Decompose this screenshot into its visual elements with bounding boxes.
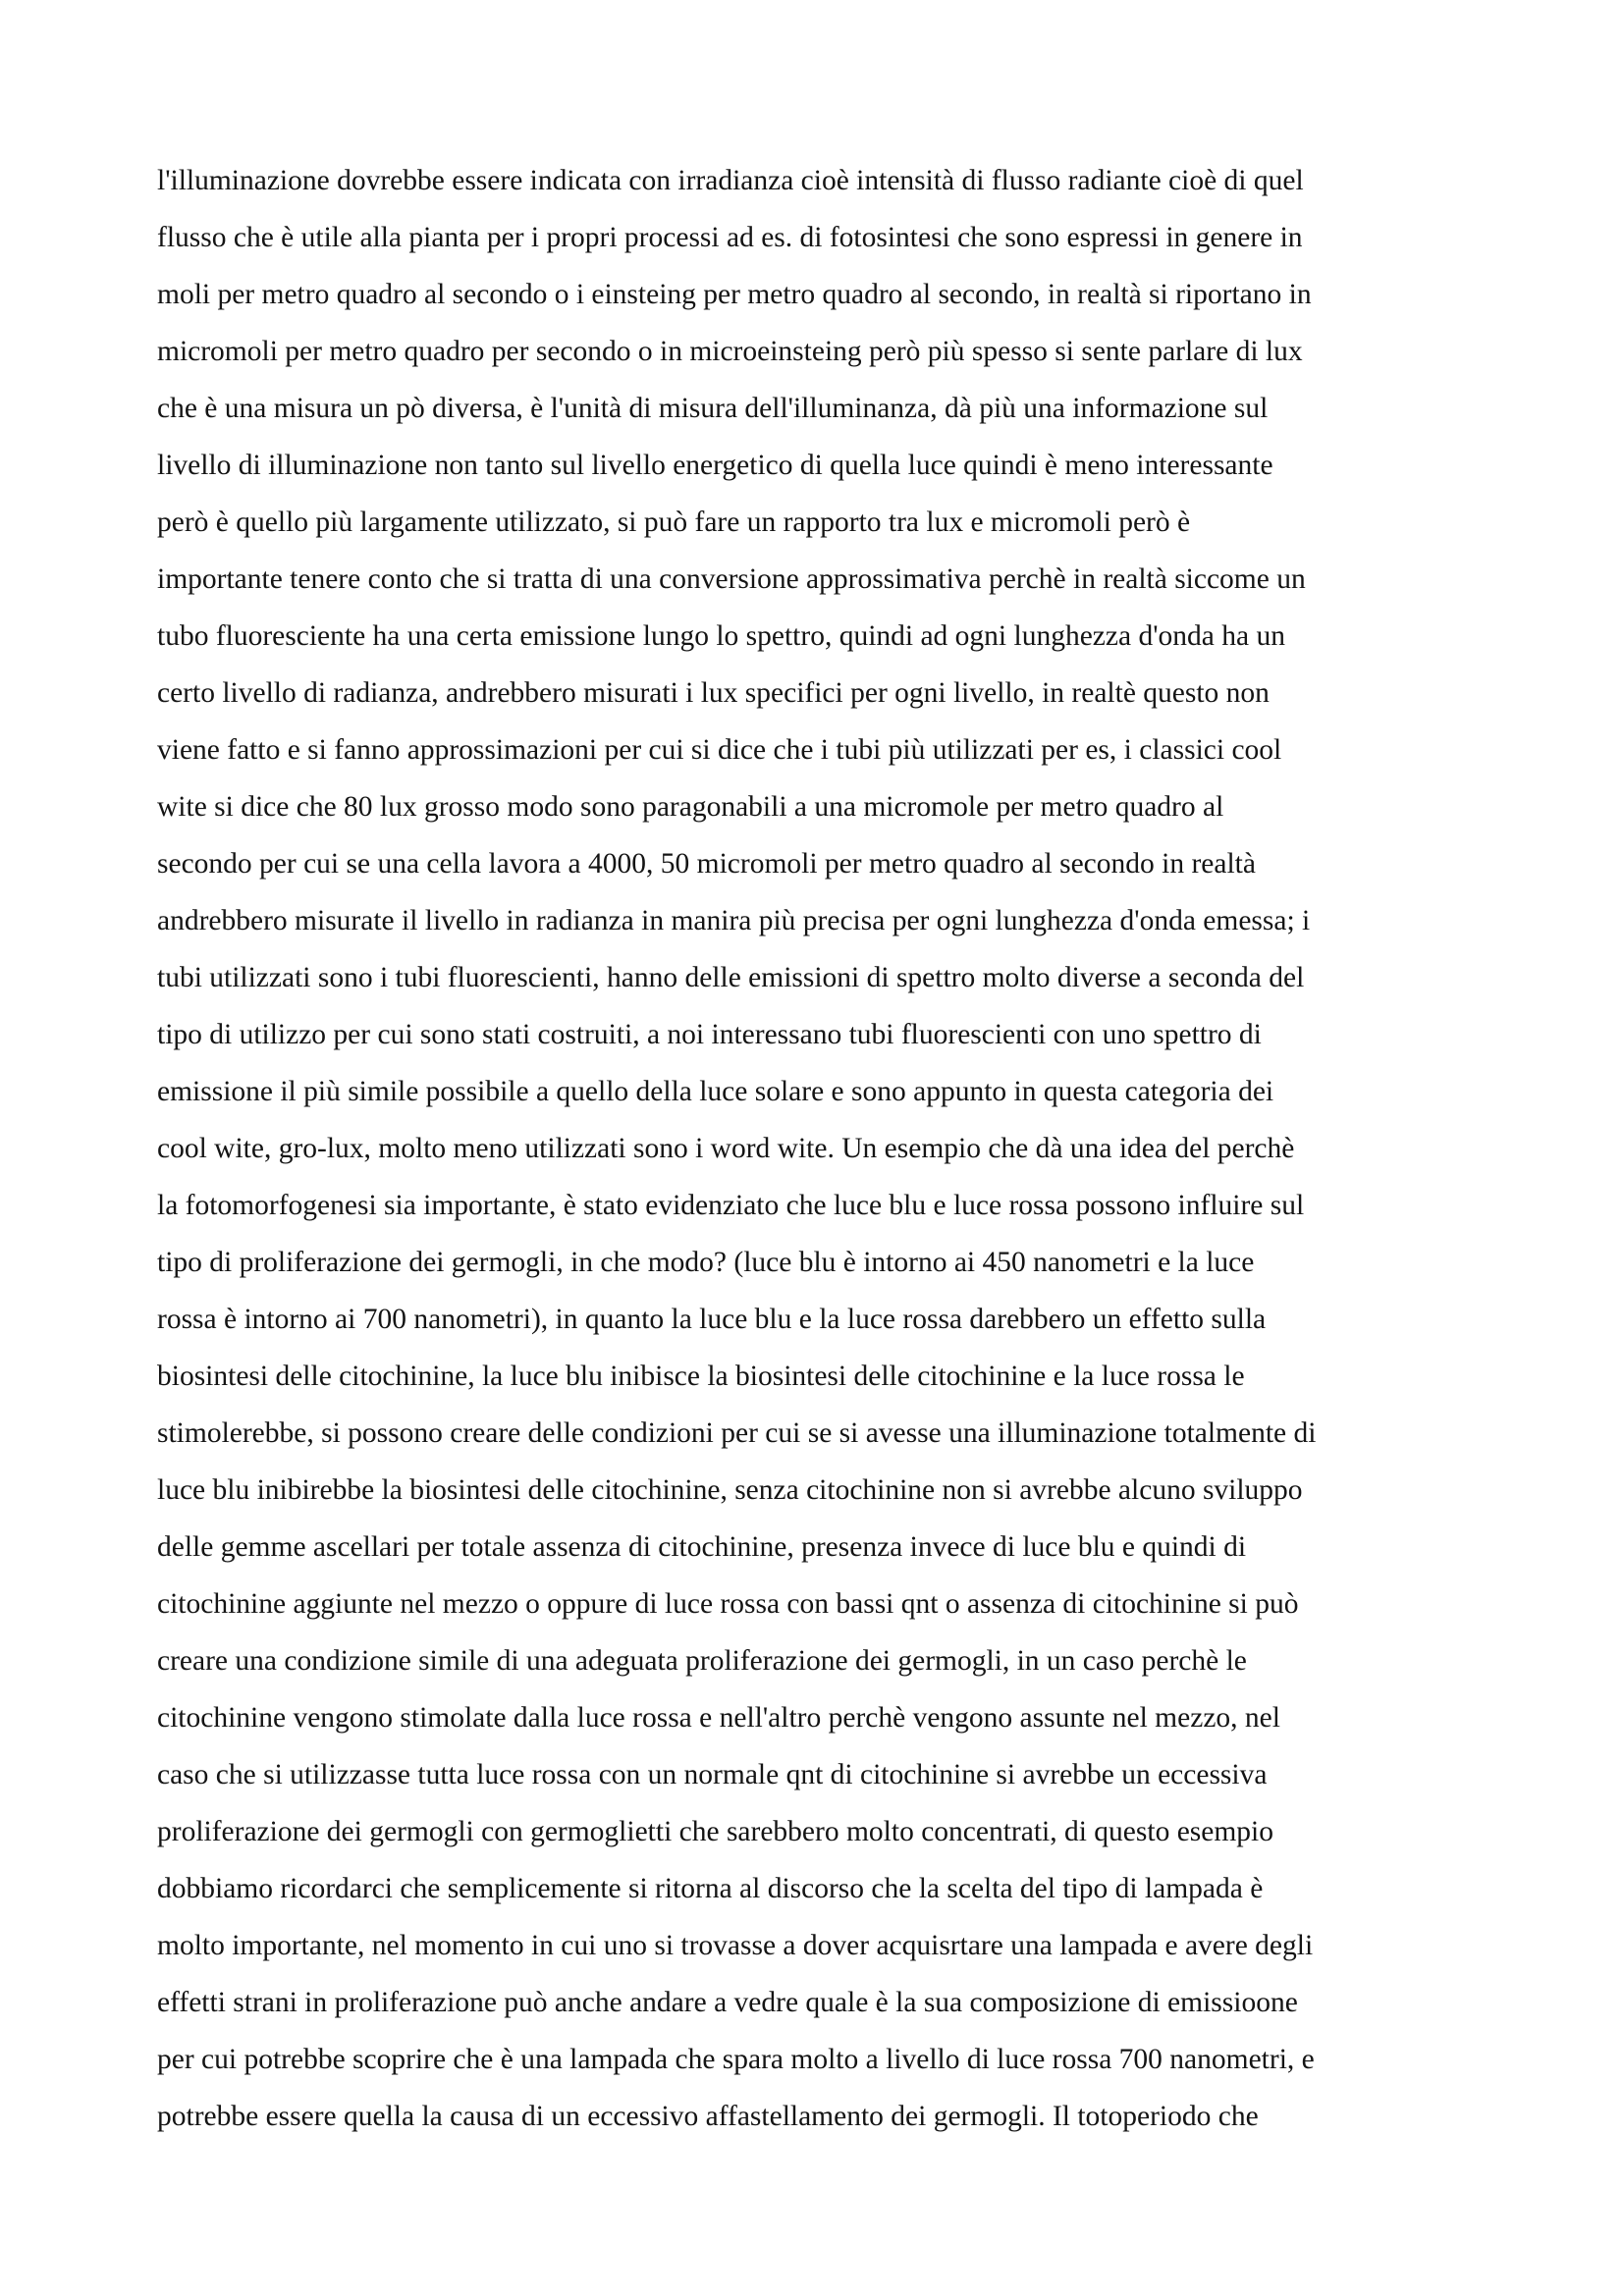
text-line: proliferazione dei germogli con germoglietti che sarebbero molto concentrati, di questo esempio xyxy=(157,1816,1274,1847)
text-line: tubo fluoresciente ha una certa emissione lungo lo spettro, quindi ad ogni lunghezza d'onda ha un xyxy=(157,620,1285,652)
text-line: tipo di proliferazione dei germogli, in che modo? (luce blu è intorno ai 450 nanometri e la luce xyxy=(157,1247,1255,1278)
text-line: caso che si utilizzasse tutta luce rossa con un normale qnt di citochinine si avrebbe un eccessiva xyxy=(157,1759,1268,1790)
text-line: tubi utilizzati sono i tubi fluorescienti, hanno delle emissioni di spettro molto diverse a seconda del xyxy=(157,962,1305,993)
text-line: certo livello di radianza, andrebbero misurati i lux specifici per ogni livello, in realtè questo non xyxy=(157,677,1270,709)
text-line: andrebbero misurate il livello in radianza in manira più precisa per ogni lunghezza d'onda emessa; i xyxy=(157,905,1311,936)
text-line: biosintesi delle citochinine, la luce blu inibisce la biosintesi delle citochinine e la luce rossa le xyxy=(157,1361,1245,1392)
text-line: potrebbe essere quella la causa di un eccessivo affastellamento dei germogli. Il totoperiodo che xyxy=(157,2101,1259,2132)
text-line: livello di illuminazione non tanto sul livello energetico di quella luce quindi è meno interessante xyxy=(157,450,1273,481)
text-line: molto importante, nel momento in cui uno si trovasse a dover acquisrtare una lampada e avere degli xyxy=(157,1930,1314,1961)
text-line: per cui potrebbe scoprire che è una lampada che spara molto a livello di luce rossa 700 nanometri, e xyxy=(157,2044,1315,2075)
text-line: viene fatto e si fanno approssimazioni per cui si dice che i tubi più utilizzati per es, i classici cool xyxy=(157,734,1282,766)
text-line: cool wite, gro-lux, molto meno utilizzati sono i word wite. Un esempio che dà una idea del perchè xyxy=(157,1133,1295,1164)
text-line: però è quello più largamente utilizzato, si può fare un rapporto tra lux e micromoli però è xyxy=(157,507,1191,538)
text-line: rossa è intorno ai 700 nanometri), in quanto la luce blu e la luce rossa darebbero un effetto sulla xyxy=(157,1304,1267,1335)
text-line: dobbiamo ricordarci che semplicemente si ritorna al discorso che la scelta del tipo di lampada è xyxy=(157,1873,1264,1904)
text-line: l'illuminazione dovrebbe essere indicata con irradianza cioè intensità di flusso radiante cioè di quel xyxy=(157,165,1304,196)
text-line: delle gemme ascellari per totale assenza di citochinine, presenza invece di luce blu e quindi di xyxy=(157,1531,1247,1563)
text-line: creare una condizione simile di una adeguata proliferazione dei germogli, in un caso perchè le xyxy=(157,1645,1247,1677)
text-line: flusso che è utile alla pianta per i propri processi ad es. di fotosintesi che sono espressi in genere in xyxy=(157,222,1303,253)
text-line: moli per metro quadro al secondo o i einsteing per metro quadro al secondo, in realtà si riportano in xyxy=(157,279,1312,310)
text-line: emissione il più simile possibile a quello della luce solare e sono appunto in questa categoria dei xyxy=(157,1076,1274,1107)
text-line: citochinine vengono stimolate dalla luce rossa e nell'altro perchè vengono assunte nel mezzo, nel xyxy=(157,1702,1280,1734)
text-line: tipo di utilizzo per cui sono stati costruiti, a noi interessano tubi fluorescienti con uno spettro di xyxy=(157,1019,1262,1050)
text-line: effetti strani in proliferazione può anche andare a vedre quale è la sua composizione di emissioone xyxy=(157,1987,1298,2018)
text-line: stimolerebbe, si possono creare delle condizioni per cui se si avesse una illuminazione totalmente di xyxy=(157,1417,1317,1449)
text-line: che è una misura un pò diversa, è l'unità di misura dell'illuminanza, dà più una informazione sul xyxy=(157,393,1269,424)
text-line: la fotomorfogenesi sia importante, è stato evidenziato che luce blu e luce rossa possono influire sul xyxy=(157,1190,1305,1221)
text-line: secondo per cui se una cella lavora a 4000, 50 micromoli per metro quadro al secondo in realtà xyxy=(157,848,1256,880)
text-line: importante tenere conto che si tratta di una conversione approssimativa perchè in realtà siccome un xyxy=(157,563,1306,595)
text-line: luce blu inibirebbe la biosintesi delle citochinine, senza citochinine non si avrebbe alcuno sviluppo xyxy=(157,1474,1303,1506)
text-line: wite si dice che 80 lux grosso modo sono paragonabili a una micromole per metro quadro al xyxy=(157,791,1224,823)
body-text xyxy=(157,152,1478,2145)
text-line: citochinine aggiunte nel mezzo o oppure di luce rossa con bassi qnt o assenza di citochinine si può xyxy=(157,1588,1299,1620)
text-line: micromoli per metro quadro per secondo o in microeinsteing però più spesso si sente parlare di lux xyxy=(157,336,1303,367)
